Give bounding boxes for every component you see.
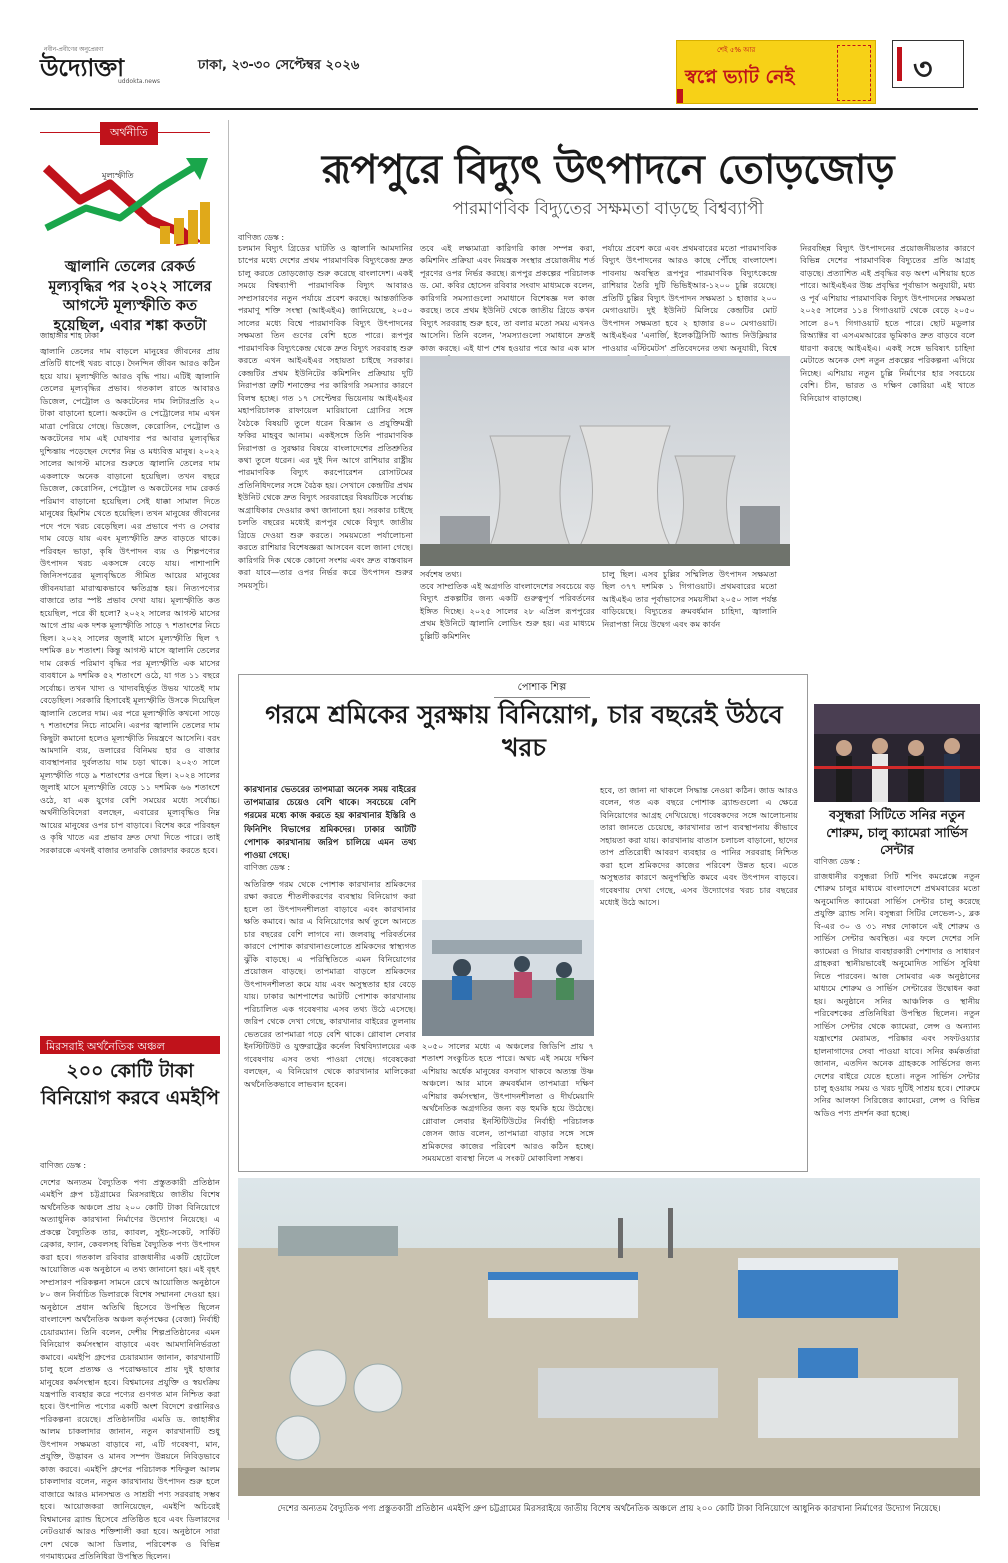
lead-after-col-3: চালু ছিল। এসব চুল্লির সম্মিলিত উৎপাদন সক্ষমতা ছিল ৩৭৭ দশমিক ১ গিগাওয়াট। প্রথমবারের মতো আইএইএ তার পূর্বাভাসের সময়সীমা ২০৫০ সাল পর্যন্ত বাড়িয়েছে। বিদ্যুতের ক্রমবর্ধমান চাহিদা, জ্বালানি নিরাপত্তা নিয়ে উদ্বেগ এবং কম কার্বন xyxy=(602,569,777,629)
ribbon-cutting-image xyxy=(814,704,980,802)
inflation-illustration xyxy=(40,148,218,248)
garment-column-1: অতিরিক্ত গরম থেকে পোশাক কারখানার শ্রমিকদের রক্ষা করতে শীতলীকরণের ব্যবস্থায় বিনিয়োগ করা হলে তা উৎপাদনশীলতা বাড়াবে এবং কারখানার ক্ষতি কমাবে। আর এ বিনিয়োগের অর্থ তুলে আনতে চার বছরের বেশি লাগবে না। জলবায়ু পরিবর্তনের কারণে পোশাক কারখানাগুলোতে শ্রমিকদের স্বাস্থ্যগত ঝুঁকি বাড়ছে। এ পরিস্থিতিতে এমন বিনিয়োগের প্রয়োজন বাড়ছে। তাপমাত্রা বাড়লে শ্রমিকদের উৎপাদনশীলতা কমে যায় এবং অসুস্থতার হার বেড়ে যায়। ঢাকার আশপাশের আটটি পোশাক কারখানায় পরিচালিত এক গবেষণায় এসব তথ্য উঠে এসেছে। জরিপ থেকে দেখা গেছে, কারখানার বাইরের তুলনায় ভেতরের তাপমাত্রা গড়ে বেশি থাকে। গ্লোবাল লেবার ইনস্টিটিউট ও যুক্তরাষ্ট্রের কর্নেল বিশ্ববিদ্যালয়ের এক গবেষণায় এসব তথ্য পাওয়া গেছে। গবেষকেরা বলছেন, এ বিনিয়োগ থেকে কারখানার মালিকেরা অর্থনৈতিকভাবে লাভবান হবেন। xyxy=(244,879,416,1089)
vat-advertisement[interactable] xyxy=(676,40,876,104)
sony-showroom-photo xyxy=(814,704,980,802)
ad-main-text: স্বপ্নে ভ্যাট নেই xyxy=(685,66,795,88)
garment-intro: কারখানার ভেতরের তাপমাত্রা অনেক সময় বাইরের তাপমাত্রার চেয়েও বেশি থাকে। সবচেয়ে বেশি গরমের মধ্যে কাজ করতে হয় কারখানার ইস্তিরি ও ফিনিশিং বিভাগের শ্রমিকদের। ঢাকার আটটি পোশাক কারখানায় জরিপ চালিয়ে এমন তথ্য পাওয়া গেছে। xyxy=(244,785,416,861)
column-rule xyxy=(228,120,229,1520)
dateline: ঢাকা, ২৩-৩০ সেপ্টেম্বর ২০২৬ xyxy=(198,58,360,73)
mirsarai-body: দেশের অন্যতম বৈদ্যুতিক পণ্য প্রস্তুতকারী প্রতিষ্ঠান এমইপি গ্রুপ চট্টগ্রামের মিরসরাইয়ে জাতীয় বিশেষ অর্থনৈতিক অঞ্চলে প্রায় ২০০ কোটি টাকা বিনিয়োগে অত্যাধুনিক কারখানা নির্মাণের উদ্যোগ নিয়েছে। এ প্রকল্পে বৈদ্যুতিক তার, ক্যাবল, সুইচ-সকেট, সার্কিট ব্রেকার, ফ্যান, কেবলসহ বিভিন্ন বৈদ্যুতিক পণ্য উৎপাদন করা হবে। গতকাল রবিবার রাজধানীর একটি হোটেলে আয়োজিত এক অনুষ্ঠানে এ তথ্য জানানো হয়। এই বৃহৎ সম্প্রসারণ পরিকল্পনা সামনে রেখে আয়োজিত অনুষ্ঠানে ৮০ জন নির্বাচিত ডিলারকে বিশেষ সম্মাননা দেওয়া হয়। অনুষ্ঠানে প্রধান অতিথি হিসেবে উপস্থিত ছিলেন বাংলাদেশ অর্থনৈতিক অঞ্চল কর্তৃপক্ষের (বেজা) নির্বাহী চেয়ারম্যান। তিনি বলেন, দেশীয় শিল্পপ্রতিষ্ঠানের এমন বিনিয়োগ কর্মসংস্থান বাড়াবে এবং আমদানিনির্ভরতা কমাবে। এমইপি গ্রুপের চেয়ারম্যান জানান, কারখানাটি চালু হলে প্রত্যক্ষ ও পরোক্ষভাবে প্রায় দুই হাজার মানুষের কর্মসংস্থান হবে। বিশ্বমানের প্রযুক্তি ও স্বয়ংক্রিয় যন্ত্রপাতি ব্যবহার করে পণ্যের গুণগত মান নিশ্চিত করা হবে। উৎপাদিত পণ্যের একটি অংশ বিদেশে রপ্তানিরও পরিকল্পনা রয়েছে। প্রতিষ্ঠানটির এমডি ড. জাহাঙ্গীর আলম চাকলাদার জানান, নতুন কারখানাটি শুধু উৎপাদন সক্ষমতা বাড়াবে না, এটি গবেষণা, মান, প্রযুক্তি, উদ্ভাবন ও মানব সম্পদ উন্নয়নে নিবিড়ভাবে কাজ করবে। এমইপি গ্রুপের পরিচালক শফিকুল আলম চাকলাদার বলেন, নতুন কারখানায় উৎপাদন শুরু হলে বাজারে আরও মানসম্মত ও সাশ্রয়ী পণ্য সরবরাহ সম্ভব হবে। আয়োজকরা জানিয়েছেন, এমইপি অচিরেই বিশ্বমানের ব্র্যান্ড হিসেবে প্রতিষ্ঠিত হবে এবং ডিলারদের নেটওয়ার্ক আরও শক্তিশালী করা হবে। অনুষ্ঠানে সারা দেশ থেকে আসা ডিলার, পরিবেশক ও বিভিন্ন গণমাধ্যমের প্রতিনিধিরা উপস্থিত ছিলেন। xyxy=(40,1177,220,1562)
left-article-body: জ্বালানি তেলের দাম বাড়লে মানুষের জীবনের প্রায় প্রতিটি ধাপেই খরচ বাড়ে। দৈনন্দিন জীবন আরও কঠিন হয়ে যায়। মূল্যস্ফীতি আরও বৃদ্ধি পায়। এটিই জ্বালানি তেলের মূল্যবৃদ্ধির প্রভাব। গতকাল রাতে আবারও ডিজেল, পেট্রোল ও অকটেনের দাম লিটারপ্রতি ২০ টাকা বাড়ানো হলো। অকটেন ও পেট্রোলের দাম এখন মাত্রা পেরিয়ে গেছে। ডিজেল, কেরোসিন, পেট্রোল ও অকটেনের দাম এই ঘোষণার পর আবার মূল্যবৃদ্ধির দুশ্চিন্তায় পড়েছেন দেশের নিম্ন ও মধ্যবিত্ত মানুষ। ২০২২ সালের আগস্ট মাসের শুরুতে জ্বালানি তেলের দাম একলাফে অনেক বাড়ানো হয়েছিল। তখন বছরে ডিজেল, কেরোসিন, পেট্রোল ও অকটেনের দাম রেকর্ড পরিমাণ বাড়ানো হয়েছিল। সেই ধাক্কা সামাল দিতে মানুষের হিমশিম খেতে হয়েছিল। তখন মানুষের জীবনের পদে পদে খরচ বেড়েছিল। এর প্রভাবে পণ্য ও সেবার দাম বেড়ে যায় এবং মূল্যস্ফীতি দ্রুত বাড়তে থাকে। পরিবহন ভাড়া, কৃষি উৎপাদন ব্যয় ও শিল্পপণ্যের উৎপাদন খরচ একসঙ্গে বেড়ে যায়। পাশাপাশি জিনিসপত্রের মূল্যবৃদ্ধিতে সীমিত আয়ের মানুষের জীবনযাত্রা মারাত্মকভাবে ক্ষতিগ্রস্ত হয়। নিত্যপণ্যের বাজারে তার স্পষ্ট প্রভাব দেখা যায়। মূল্যস্ফীতি কত হয়েছিল, পরে কী হলো? ২০২২ সালের আগস্ট মাসের আগে প্রায় এক দশক মূল্যস্ফীতি সাড়ে ৭ শতাংশের নিচে ছিল। ২০২২ সালের জুলাই মাসে মূল্যস্ফীতি ছিল ৭ দশমিক ৪৮ শতাংশ। কিন্তু আগস্ট মাসে জ্বালানি তেলের দাম রেকর্ড পরিমাণ বৃদ্ধির পর মূল্যস্ফীতি এক মাসের ব্যবধানে ৯ দশমিক ৫২ শতাংশে ওঠে, যা গত ১১ বছরে সর্বোচ্চ। তখন খাদ্য ও খাদ্যবহির্ভূত উভয় খাতেই দাম বেড়েছিল। সরকারি হিসাবেই মূল্যস্ফীতি উসকে দিয়েছিল জ্বালানি তেলের দাম। এর পরে মূল্যস্ফীতি কখনো সাড়ে ৭ শতাংশের নিচে নামেনি। এরপর জ্বালানি তেলের দাম কিছুটা কমানো হলেও মূল্যস্ফীতি নিয়ন্ত্রণে আসেনি। বরং আমদানি ব্যয়, ডলারের বিনিময় হার ও বাজার ব্যবস্থাপনার দুর্বলতায় দাম চড়া থাকে। ২০২৩ সালে মূল্যস্ফীতি গড়ে ৯ শতাংশের ওপরে ছিল। ২০২৪ সালের জুলাই মাসে মূল্যস্ফীতি বেড়ে ১১ দশমিক ৬৬ শতাংশে ওঠে, যা এক যুগের বেশি সময়ের মধ্যে সর্বোচ্চ। অর্থনীতিবিদেরা বলছেন, এবারের মূল্যবৃদ্ধিও নিম্ন আয়ের মানুষের ওপর চাপ বাড়াবে। বিশেষ করে পরিবহন ও কৃষি খাতে এর প্রভাব দ্রুত দেখা দিতে পারে। তাই সরকারকে এখনই বাজার তদারকি জোরদার করতে হবে। xyxy=(40,346,220,855)
ad-side-graphic xyxy=(837,45,871,101)
ad-small-text: শেই ৫% আর xyxy=(717,46,756,54)
garment-byline: বাণিজ্য ডেস্ক : xyxy=(244,863,291,872)
region-bar: মিরসরাই অর্থনৈতিক অঞ্চল xyxy=(40,1036,220,1054)
page-number: ৩ xyxy=(913,52,933,87)
newspaper-logo[interactable]: উদ্যোক্তা xyxy=(40,54,124,82)
masthead xyxy=(0,0,1008,112)
lead-byline: বাণিজ্য ডেস্ক : xyxy=(238,233,285,242)
lead-column-1: চলমান বিদ্যুৎ গ্রিডের ঘাটতি ও জ্বালানি আমদানির চাপের মধ্যে দেশের প্রথম পারমাণবিক বিদ্যুৎকেন্দ্র দ্রুত চালু করতে তোড়জোড় শুরু করেছে বাংলাদেশ। একই সময়ে বিশ্বব্যাপী পারমাণবিক বিদ্যুৎ আবারও সম্প্রসারণের নতুন পর্যায়ে প্রবেশ করছে। আন্তর্জাতিক পরমাণু শক্তি সংস্থা (আইএইএ) জানিয়েছে, ২০৫০ সালের মধ্যে বিশ্বে পারমাণবিক বিদ্যুৎ উৎপাদনের সক্ষমতা তিন গুণের বেশি হতে পারে। রূপপুর পারমাণবিক বিদ্যুৎকেন্দ্র থেকে দ্রুত বিদ্যুৎ সরবরাহ শুরু করতে এখন আইএইএর সহায়তা চাইছে সরকার। কেন্দ্রটির প্রথম ইউনিটের কমিশনিং প্রক্রিয়ায় দুটি নিরাপত্তা ত্রুটি শনাক্তের পর কারিগরি সমস্যার কারণে বিলম্ব হচ্ছে। গত ১৭ সেপ্টেম্বর ভিয়েনায় আইএইএর মহাপরিচালক রাফায়েল মারিয়ানো গ্রোসির সঙ্গে বৈঠকে বিষয়টি তুলে ধরেন বিজ্ঞান ও প্রযুক্তিমন্ত্রী ফকির মাহবুব আনাম। একইসঙ্গে তিনি পারমাণবিক নিরাপত্তা ও সুরক্ষার বিষয়ে বাংলাদেশের প্রতিশ্রুতির কথা তুলে ধরেন। এর দুই দিন আগে রাশিয়ার রাষ্ট্রীয় পারমাণবিক বিদ্যুৎ করপোরেশন রোসাটমের প্রতিনিধিদলের সঙ্গে বৈঠক হয়। সেখানে কেন্দ্রটির প্রথম ইউনিট থেকে দ্রুত বিদ্যুৎ সরবরাহের বিষয়টিকে সর্বোচ্চ অগ্রাধিকার দেওয়ার কথা জানানো হয়। সরকার চাইছে চলতি বছরের মধ্যেই রূপপুর থেকে বিদ্যুৎ জাতীয় গ্রিডে দেওয়া শুরু করতে। সময়মতো পর্যালোচনা করতে রাশিয়ার বিশেষজ্ঞরা আসবেন বলে জানা গেছে। কারিগরি দিক থেকে কোনো সংশয় এবং দ্রুত বাস্তবায়ন করা যাবে—তার ওপর নির্ভর করে উৎপাদন শুরুর সময়সূচি। xyxy=(238,243,413,590)
garment-factory-photo xyxy=(422,880,594,1036)
section-tag xyxy=(40,122,210,142)
garment-section-tag: পোশাক শিল্প xyxy=(494,680,590,698)
page-number-box xyxy=(892,40,964,88)
left-headline[interactable]: জ্বালানি তেলের রেকর্ড মূল্যবৃদ্ধির পর ২০২২ সালের আগস্টে মূল্যস্ফীতি কত হয়েছিল, এবার শঙ্কা কতটা xyxy=(48,259,212,334)
rooppur-plant-photo xyxy=(420,356,790,566)
garment-headline[interactable]: গরমে শ্রমিকের সুরক্ষায় বিনিয়োগ, চার বছরেই উঠবে খরচ xyxy=(265,700,783,762)
lead-subhead: পারমাণবিক বিদ্যুতের সক্ষমতা বাড়ছে বিশ্বব্যাপী xyxy=(452,199,764,219)
mep-factory-site-photo xyxy=(238,1178,980,1496)
sony-headline[interactable]: বসুন্ধরা সিটিতে সনির নতুন শোরুম, চালু ক্যামেরা সার্ভিস সেন্টার xyxy=(826,807,968,857)
section-label: অর্থনীতি xyxy=(100,122,158,145)
mirsarai-headline[interactable]: ২০০ কোটি টাকা বিনিয়োগ করবে এমইপি xyxy=(41,1060,219,1109)
factory-workers-image xyxy=(422,880,594,1036)
chart-label: মূল্যস্ফীতি xyxy=(102,171,134,180)
industrial-site-image xyxy=(238,1178,980,1496)
lead-column-4: নিরবচ্ছিন্ন বিদ্যুৎ উৎপাদনের প্রয়োজনীয়তার কারণে বিভিন্ন দেশের পারমাণবিক বিদ্যুতের প্রতি আগ্রহ বাড়ছে। প্রত্যাশিত এই প্রবৃদ্ধির বড় অংশ এশিয়ায় হতে পারে। আইএইএর উচ্চ প্রবৃদ্ধির পূর্বাভাস অনুযায়ী, মধ্য ও পূর্ব এশিয়ায় পারমাণবিক বিদ্যুৎ উৎপাদনের সক্ষমতা ২০২৫ সালের ১১৪ গিগাওয়াট থেকে বেড়ে ২০৫০ সালে ৪০৭ গিগাওয়াট হতে পারে। ছোট মডুলার রিঅ্যাক্টর বা এসএমআরের ভূমিকাও দ্রুত বাড়বে বলে ধারণা করছে আইএইএ। একই সঙ্গে ভবিষ্যৎ চাহিদা মেটাতে অনেক দেশ নতুন প্রকল্পের পরিকল্পনা এগিয়ে নিচ্ছে। এশিয়ায় নতুন চুল্লি নির্মাণের হার সবচেয়ে বেশি। চীন, ভারত ও দক্ষিণ কোরিয়া এই খাতে বিনিয়োগ বাড়াচ্ছে। xyxy=(800,243,975,403)
lead-caption-intro: সর্বশেষ তথ্য। xyxy=(420,569,462,579)
sony-byline: বাণিজ্য ডেস্ক : xyxy=(814,857,861,866)
lead-headline[interactable]: রূপপুরে বিদ্যুৎ উৎপাদনে তোড়জোড় xyxy=(321,147,895,193)
garment-column-2: ২০৫০ সালের মধ্যে এ অঞ্চলের জিডিপি প্রায় ৭ শতাংশ সংকুচিত হতে পারে। অথচ এই সময়ে দক্ষিণ এশিয়ায় অর্ধেক মানুষের বসবাস থাকবে অত্যন্ত উষ্ণ অঞ্চলে। আর মানে ক্রমবর্ধমান তাপমাত্রা দক্ষিণ এশিয়ার কর্মসংস্থান, উৎপাদনশীলতা ও দীর্ঘমেয়াদি অর্থনৈতিক অগ্রগতির জন্য বড় হুমকি হয়ে উঠেছে। গ্লোবাল লেবার ইনস্টিটিউটের নির্বাহী পরিচালক জেসন জাড বলেন, তাপমাত্রা বাড়ার সঙ্গে সঙ্গে শ্রমিকদের কাজের পরিবেশ আরও কঠিন হচ্ছে। সময়মতো ব্যবস্থা নিলে এ সংকট মোকাবিলা সম্ভব। xyxy=(422,1041,594,1164)
lead-after-col-2: তবে সাম্প্রতিক এই অগ্রগতি বাংলাদেশের সবচেয়ে বড় বিদ্যুৎ প্রকল্পটির জন্য একটি গুরুত্বপূর্ণ পরিবর্তনের ইঙ্গিত দিচ্ছে। ২০২৫ সালের ২৮ এপ্রিল রূপপুরের প্রথম ইউনিটে জ্বালানি লোডিং শুরু হয়। এর মাধ্যমে চুল্লিটি কমিশনিং xyxy=(420,581,595,641)
cooling-tower-image xyxy=(420,356,790,566)
logo-tagline: নবীন-প্রবীণের অনুপ্রেরণা xyxy=(44,46,104,53)
lead-column-2: তবে এই লক্ষ্যমাত্রা কারিগরি কাজ সম্পন্ন করা, কমিশনিং প্রক্রিয়া এবং নিয়ন্ত্রক সংস্থার প্রয়োজনীয় শর্ত পূরণের ওপর নির্ভর করছে। রূপপুর প্রকল্পের পরিচালক ড. মো. কবির হোসেন রবিবার সংবাদ মাধ্যমকে বলেন, কারিগরি সমস্যাগুলো সমাধানে বিশেষজ্ঞ দল কাজ করছে। তবে প্রথম ইউনিট থেকে জাতীয় গ্রিডে কখন বিদ্যুৎ সরবরাহ শুরু হবে, তা বলার মতো সময় এখনও আসেনি। তিনি বলেন, 'সমস্যাগুলো সমাধানে দ্রুতই কাজ করছে। এই ধাপ শেষ হওয়ার পরে আর এক মাস xyxy=(420,243,595,353)
masthead-rule xyxy=(30,108,978,110)
logo-url: uddokta.news xyxy=(118,78,161,85)
garment-column-3: হবে, তা জানা না থাকলে সিদ্ধান্ত নেওয়া কঠিন। জাড আরও বলেন, গত এক বছরে পোশাক ব্র্যান্ডগুলো এ ক্ষেত্রে বিনিয়োগের আগ্রহ দেখিয়েছে। গবেষকদের সঙ্গে আলোচনায় তারা জানতে চেয়েছে, কারখানার তাপ ব্যবস্থাপনায় কীভাবে সহায়তা করা যায়। কারখানায় বাতাস চলাচল বাড়ানো, ছাদের তাপ প্রতিরোধী আবরণ ব্যবহার ও পানির সরবরাহ নিশ্চিত করা হলে শ্রমিকদের কাজের পরিবেশ উন্নত হবে। এতে অসুস্থতার কারণে অনুপস্থিতি কমবে এবং উৎপাদন বাড়বে। গবেষণায় দেখা গেছে, এসব উদ্যোগের খরচ চার বছরের মধ্যেই উঠে আসে। xyxy=(600,785,798,908)
sony-body: রাজধানীর বসুন্ধরা সিটি শপিং কমপ্লেক্সে নতুন শোরুম চালুর মাধ্যমে বাংলাদেশে প্রথমবারের মতো অনুমোদিত ক্যামেরা সার্ভিস সেন্টার চালু করেছে প্রযুক্তি ব্র্যান্ড সনি। বসুন্ধরা সিটির লেভেল-১, ব্লক বি-এর ৩০ ও ৩১ নম্বর দোকানে এই শোরুম ও সার্ভিস সেন্টার অবস্থিত। এর ফলে দেশের সনি ক্যামেরা ও গিয়ার ব্যবহারকারী পেশাদার ও সাধারণ গ্রাহকরা স্থানীয়ভাবেই অনুমোদিত সার্ভিস সুবিধা নিতে পারবেন। আজ সোমবার এক অনুষ্ঠানের মাধ্যমে শোরুম ও সার্ভিস সেন্টারের উদ্বোধন করা হয়। অনুষ্ঠানে সনির আঞ্চলিক ও স্থানীয় পরিবেশকের প্রতিনিধিরা উপস্থিত ছিলেন। নতুন সার্ভিস সেন্টার থেকে ক্যামেরা, লেন্স ও অন্যান্য যন্ত্রাংশের মেরামত, পরিষ্কার এবং সফটওয়্যার হালনাগাদের সেবা পাওয়া যাবে। সনির কর্মকর্তারা জানান, এতদিন অনেক গ্রাহককে সার্ভিসের জন্য দেশের বাইরে যেতে হতো। নতুন সার্ভিস সেন্টার চালু হওয়ায় সময় ও খরচ দুটিই সাশ্রয় হবে। শোরুমে সনির আলফা সিরিজের ক্যামেরা, লেন্স ও বিভিন্ন অডিও পণ্য প্রদর্শন করা হচ্ছে। xyxy=(814,871,980,1118)
lead-column-3: পর্যায়ে প্রবেশ করে এবং প্রথমবারের মতো পারমাণবিক বিদ্যুৎ উৎপাদনের আরও কাছে পৌঁছে বাংলাদেশ। পাবনায় অবস্থিত রূপপুর পারমাণবিক বিদ্যুৎকেন্দ্রে রাশিয়ার তৈরি দুটি ভিভিইআর-১২০০ চুল্লি রয়েছে। প্রতিটি চুল্লির বিদ্যুৎ উৎপাদন সক্ষমতা ১ হাজার ২০০ মেগাওয়াট। দুই ইউনিট মিলিয়ে কেন্দ্রটির মোট উৎপাদন সক্ষমতা হবে ২ হাজার ৪০০ মেগাওয়াট। আইএইএর 'এনার্জি, ইলেকট্রিসিটি অ্যান্ড নিউক্লিয়ার পাওয়ার এস্টিমেটস' প্রতিবেদনের তথ্য অনুযায়ী, বিশ্বে xyxy=(602,243,777,353)
left-byline: জাহাঙ্গীর শাহ ঢাকা xyxy=(40,331,100,340)
ad-strip xyxy=(677,89,683,103)
inflation-arrow-graphic xyxy=(40,148,218,248)
page-number-bar xyxy=(897,47,902,81)
mirsarai-byline: বাণিজ্য ডেস্ক : xyxy=(40,1161,87,1170)
bottom-photo-caption: দেশের অন্যতম বৈদ্যুতিক পণ্য প্রস্তুতকারী প্রতিষ্ঠান এমইপি গ্রুপ চট্টগ্রামের মিরসরাইয়ে জাতীয় বিশেষ অর্থনৈতিক অঞ্চলে প্রায় ২০০ কোটি টাকা বিনিয়োগে আধুনিক কারখানা নির্মাণের উদ্যোগ নিয়েছে। xyxy=(277,1504,941,1514)
